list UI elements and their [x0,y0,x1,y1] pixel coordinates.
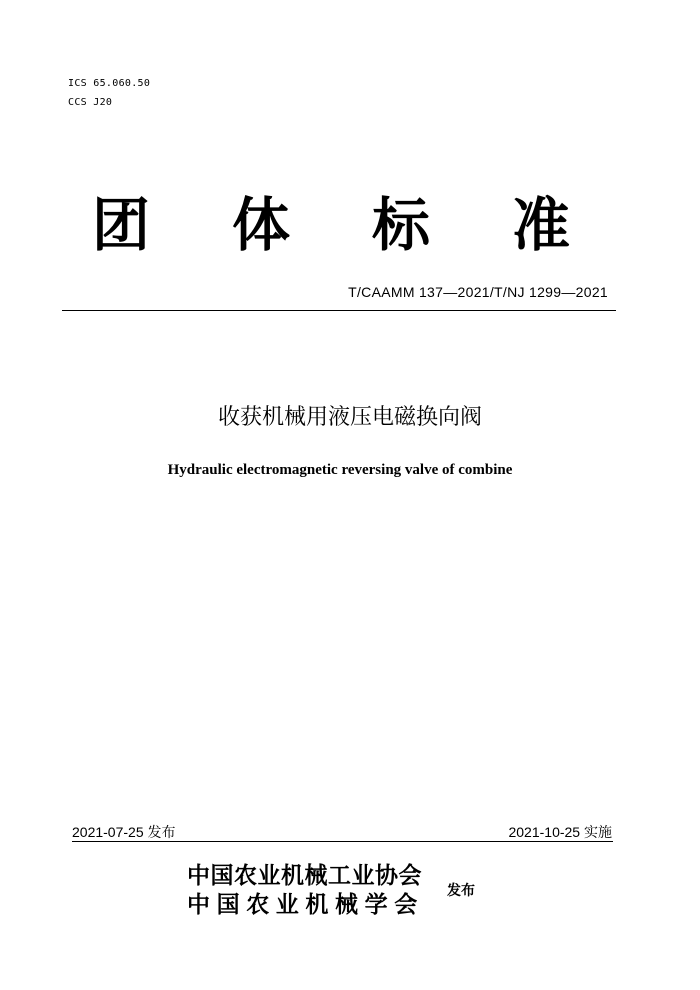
bottom-divider [72,841,613,842]
effective-date: 2021-10-25 实施 [508,824,612,840]
main-title [0,190,700,260]
ccs-code: CCS J20 [68,97,113,108]
publish-date: 2021-07-25 发布 [72,824,176,840]
main-title-char: 体 [232,191,291,259]
classification-codes [68,74,150,112]
standard-number: T/CAAMM 137—2021/T/NJ 1299—2021 [348,284,608,300]
title-english: Hydraulic electromagnetic reversing valve of combine [167,462,513,478]
title-chinese: 收获机械用液压电磁换向阀 [217,405,482,430]
ics-code: ICS 65.060.50 [68,78,151,89]
main-title-char: 团 [92,191,151,259]
main-title-char: 标 [372,191,431,259]
main-title-char: 准 [512,191,571,259]
publish-suffix: 发布 [447,883,475,899]
top-divider [62,310,616,311]
organization-1: 中国农业机械工业协会 [187,862,422,889]
organization-2: 中国农业机械学会 [187,891,424,918]
